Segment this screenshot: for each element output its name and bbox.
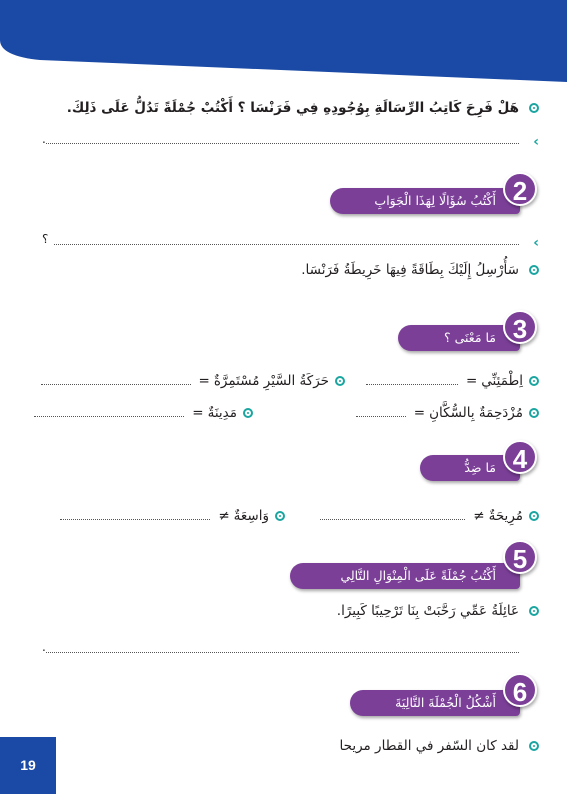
answer-line-5[interactable] [46,652,519,653]
answer-line-2-end: ؟ [42,232,49,246]
section-4-item-1 [316,508,539,524]
equals-sign: = [413,405,426,421]
section-4-word-2: وَاسِعَةٌ [233,508,269,524]
section-6-title [350,690,520,716]
section-4-word-1: مُرِيحَةٌ [488,508,523,524]
section-3-word-1: اِطْمَئِنِّي [481,373,523,389]
section-2-number: 2 [503,172,537,206]
section-4-item-2 [56,508,285,524]
bullet-icon [529,103,539,113]
bullet-icon [529,741,539,751]
section-3-word-4: مَدِينَةٌ [207,405,237,421]
not-equal-sign: ≠ [473,508,485,524]
section-2-title [330,188,520,214]
answer-blank[interactable] [34,409,184,417]
section-3-word-3: مُزْدَحِمَةٌ بِالسُّكَّانِ [429,405,523,421]
equals-sign: = [198,373,210,389]
answer-blank[interactable] [41,377,191,385]
section-4-number: 4 [503,440,537,474]
section-4-title-text: مَا ضِدُّ [464,460,496,475]
section-3-title [398,325,520,351]
section-3-word-2: حَرَكَةُ السَّيْرِ مُسْتَمِرَّةٌ [213,373,329,389]
section-3-item-1 [362,373,539,389]
section-6-title-text: أَشْكُلُ الْجُمْلَةَ التَّالِيَةَ [395,695,496,710]
section-5-example-text: عَائِلَةُ عَمِّي رَحَّبَتْ بِنَا تَرْحِيبًا كَبِيرًا. [336,603,519,619]
equals-sign: = [192,405,204,421]
answer-line-5-end: . [42,640,46,654]
answer-line-1-end: . [42,132,46,146]
answer-line-1[interactable] [46,143,519,144]
answer-blank[interactable] [60,512,210,520]
bullet-icon [243,408,253,418]
answer-blank[interactable] [366,377,458,385]
section-6-sentence [340,738,540,754]
section-2-statement [301,262,539,278]
section-3-item-2 [37,373,345,389]
section-5-title [290,563,520,589]
section-3-title-text: مَا مَعْنَى ؟ [443,330,496,345]
bullet-icon [335,376,345,386]
chevron-left-icon: ‹ [533,134,539,150]
section-3-item-3 [352,405,539,421]
bullet-icon [529,408,539,418]
section-5-example [337,603,539,619]
bullet-icon [529,606,539,616]
bullet-icon [529,376,539,386]
section-6-number: 6 [503,673,537,707]
equals-sign: = [465,373,478,389]
section-3-number: 3 [503,310,537,344]
answer-blank[interactable] [320,512,465,520]
intro-question [67,100,539,116]
section-2-title-text: أَكْتُبُ سُؤَالًا لِهَذَا الْجَوَابِ [374,193,496,208]
not-equal-sign: ≠ [218,508,230,524]
section-6-sentence-text: لقد كان السّفر في القطار مريحا [339,738,519,754]
intro-question-text: هَلْ فَرِحَ كَاتِبُ الرِّسَالَةِ بِوُجُودِهِ فِي فَرَنْسَا ؟ أَكْتُبْ جُمْلَةً تَدُلُّ عَلَى ذَلِكَ. [66,100,519,116]
chevron-left-icon: ‹ [533,235,539,251]
section-2-statement-text: سَأُرْسِلُ إِلَيْكَ بِطَاقَةً فِيهَا خَرِيطَةُ فَرَنْسَا. [301,262,519,278]
section-5-title-text: أَكْتُبُ جُمْلَةً عَلَى الْمِنْوَالِ التَّالِي [340,568,496,583]
section-3-item-4 [30,405,253,421]
bullet-icon [529,511,539,521]
bullet-icon [529,265,539,275]
section-5-number: 5 [503,540,537,574]
bullet-icon [275,511,285,521]
answer-line-2[interactable] [54,244,519,245]
header-banner [0,0,567,82]
answer-blank[interactable] [356,409,406,417]
page-number: 19 [0,737,56,794]
